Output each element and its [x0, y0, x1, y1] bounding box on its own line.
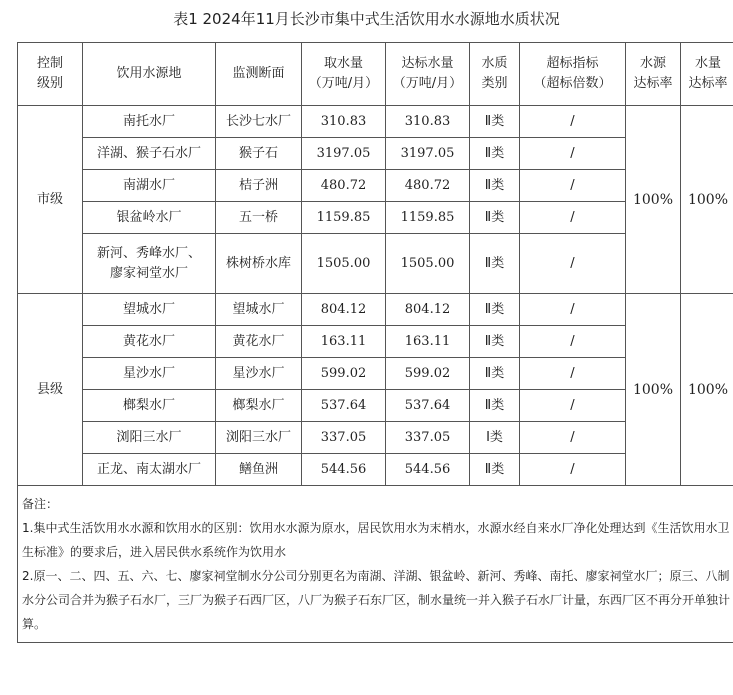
cell-category: Ⅰ类: [470, 422, 520, 454]
note-item-2: 2.原一、二、四、五、六、七、廖家祠堂制水分公司分别更名为南湖、洋湖、银盆岭、新河、秀峰、南托、廖家祠堂水厂；原三、八制水分公司合并为猴子石水厂，三厂为猴子石西厂区，八厂为猴子石东厂区，制水量统一并入猴子石水厂计量，东西厂区不再分开单独计算。: [22, 569, 731, 631]
cell-qualified: 1159.85: [386, 202, 470, 234]
cell-source-rate: 100%: [626, 106, 681, 294]
cell-section: 黄花水厂: [216, 326, 302, 358]
cell-intake: 1159.85: [302, 202, 386, 234]
table-title: 表1 2024年11月长沙市集中式生活饮用水水源地水质状况: [173, 10, 560, 28]
cell-category: Ⅱ类: [470, 170, 520, 202]
cell-exceed: /: [520, 234, 626, 294]
cell-section: 株树桥水库: [216, 234, 302, 294]
cell-qualified: 544.56: [386, 454, 470, 486]
cell-exceed: /: [520, 454, 626, 486]
cell-source-line: 望城水厂: [122, 301, 175, 317]
cell-exceed: /: [520, 326, 626, 358]
notes-row: [18, 486, 733, 643]
cell-qualified: 599.02: [386, 358, 470, 390]
cell-intake: 544.56: [302, 454, 386, 486]
cell-intake: 537.64: [302, 390, 386, 422]
cell-exceed: /: [520, 390, 626, 422]
cell-exceed: /: [520, 422, 626, 454]
cell-section: 星沙水厂: [216, 358, 302, 390]
cell-volume-rate: 100%: [681, 106, 733, 294]
cell-qualified: 537.64: [386, 390, 470, 422]
cell-category: Ⅱ类: [470, 106, 520, 138]
cell-source-line: 银盆岭水厂: [116, 209, 182, 225]
cell-exceed: /: [520, 170, 626, 202]
cell-intake: 163.11: [302, 326, 386, 358]
header-category: 水质 类别: [470, 43, 520, 106]
cell-section: 五一桥: [216, 202, 302, 234]
cell-intake: 480.72: [302, 170, 386, 202]
cell-source-line: 南托水厂: [122, 113, 175, 129]
header-volume-rate: 水量 达标率: [681, 43, 733, 106]
cell-exceed: /: [520, 106, 626, 138]
cell-exceed: /: [520, 358, 626, 390]
cell-source: [83, 422, 216, 454]
cell-intake: 3197.05: [302, 138, 386, 170]
notes-heading: 备注：: [22, 497, 59, 511]
cell-category: Ⅱ类: [470, 202, 520, 234]
cell-qualified: 163.11: [386, 326, 470, 358]
header-section: 监测断面: [216, 43, 302, 106]
cell-qualified: 480.72: [386, 170, 470, 202]
header-exceed: 超标指标 （超标倍数）: [520, 43, 626, 106]
water-quality-table: [17, 42, 733, 643]
cell-section: 猴子石: [216, 138, 302, 170]
cell-section: 长沙七水厂: [216, 106, 302, 138]
cell-qualified: 310.83: [386, 106, 470, 138]
cell-qualified: 804.12: [386, 294, 470, 326]
cell-section: 桔子洲: [216, 170, 302, 202]
cell-source-line: 黄花水厂: [122, 333, 175, 349]
cell-category: Ⅱ类: [470, 358, 520, 390]
cell-exceed: /: [520, 202, 626, 234]
cell-section: 浏阳三水厂: [216, 422, 302, 454]
cell-source-line: 正龙、南太湖水厂: [96, 461, 201, 477]
cell-source-line: 新河、秀峰水厂、: [96, 245, 201, 261]
cell-qualified: 1505.00: [386, 234, 470, 294]
cell-source-rate: 100%: [626, 294, 681, 486]
header-qualified: 达标水量 （万吨/月）: [386, 43, 470, 106]
cell-intake: 337.05: [302, 422, 386, 454]
header-row: [18, 43, 733, 106]
notes-cell: [18, 486, 733, 643]
cell-source: [83, 170, 216, 202]
cell-qualified: 337.05: [386, 422, 470, 454]
cell-source: [83, 234, 216, 294]
table-row: [18, 106, 733, 138]
cell-source-line: 星沙水厂: [122, 365, 175, 381]
cell-exceed: /: [520, 294, 626, 326]
cell-category: Ⅱ类: [470, 390, 520, 422]
cell-source: [83, 202, 216, 234]
cell-source: [83, 326, 216, 358]
cell-category: Ⅱ类: [470, 326, 520, 358]
note-item-1: 1.集中式生活饮用水水源和饮用水的区别：饮用水水源为原水，居民饮用水为末梢水，水源水经自来水厂净化处理达到《生活饮用水卫生标准》的要求后，进入居民供水系统作为饮用水: [22, 521, 730, 559]
cell-qualified: 3197.05: [386, 138, 470, 170]
cell-exceed: /: [520, 138, 626, 170]
cell-source: [83, 358, 216, 390]
cell-intake: 599.02: [302, 358, 386, 390]
cell-category: Ⅱ类: [470, 294, 520, 326]
cell-control-level: 市级: [18, 106, 83, 294]
cell-source: [83, 390, 216, 422]
cell-source: [83, 106, 216, 138]
cell-source-line: 洋湖、猴子石水厂: [96, 145, 201, 161]
header-control-level: 控制 级别: [18, 43, 83, 106]
cell-source: [83, 138, 216, 170]
cell-source-line: 榔梨水厂: [122, 397, 175, 413]
cell-source: [83, 294, 216, 326]
cell-source-line: 南湖水厂: [122, 177, 175, 193]
table-body: [18, 106, 733, 486]
cell-category: Ⅱ类: [470, 138, 520, 170]
header-source: 饮用水源地: [83, 43, 216, 106]
cell-section: 望城水厂: [216, 294, 302, 326]
header-source-rate: 水源 达标率: [626, 43, 681, 106]
table-row: [18, 294, 733, 326]
header-intake: 取水量 （万吨/月）: [302, 43, 386, 106]
cell-intake: 310.83: [302, 106, 386, 138]
cell-intake: 1505.00: [302, 234, 386, 294]
cell-section: 榔梨水厂: [216, 390, 302, 422]
cell-section: 鳝鱼洲: [216, 454, 302, 486]
cell-source-line: 浏阳三水厂: [116, 429, 182, 445]
cell-category: Ⅱ类: [470, 234, 520, 294]
cell-category: Ⅱ类: [470, 454, 520, 486]
cell-control-level: 县级: [18, 294, 83, 486]
cell-source: [83, 454, 216, 486]
cell-source-line: 廖家祠堂水厂: [109, 265, 188, 281]
cell-intake: 804.12: [302, 294, 386, 326]
cell-volume-rate: 100%: [681, 294, 733, 486]
